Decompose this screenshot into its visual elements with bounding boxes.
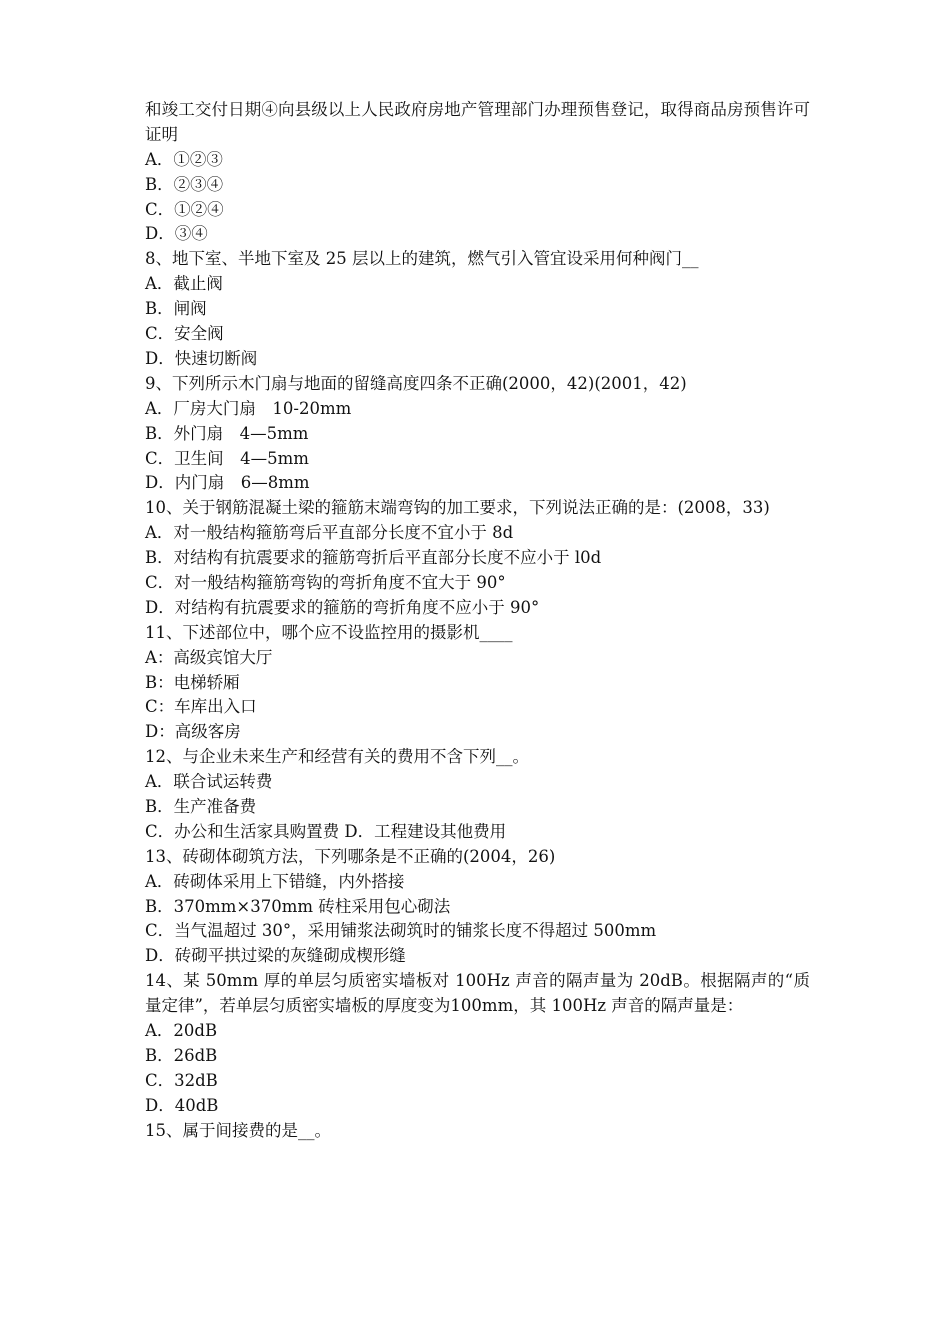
text-line: A．砖砌体采用上下错缝，内外搭接 [145, 871, 405, 891]
text-line: B．②③④ [145, 174, 224, 194]
text-line: A．厂房大门扇 10-20mm [145, 398, 352, 418]
text-line: C．32dB [145, 1070, 218, 1090]
text-paragraph: 14、某 50mm 厚的单层匀质密实墙板对 100Hz 声音的隔声量为 20dB。根据隔声的“质量定律”，若单层匀质密实墙板的厚度变为100mm，其 100Hz 声音的隔声量是： [145, 971, 810, 1016]
text-line: 15、属于间接费的是__。 [145, 1120, 331, 1140]
text-line: D．砖砌平拱过梁的灰缝砌成楔形缝 [145, 946, 406, 966]
document-body [145, 98, 810, 1143]
text-line: 12、与企业未来生产和经营有关的费用不含下列__。 [145, 747, 529, 767]
text-line: C．①②④ [145, 199, 224, 219]
text-line: C：车库出入口 [145, 697, 257, 717]
text-line: C．卫生间 4—5mm [145, 448, 309, 468]
text-line: B．26dB [145, 1045, 218, 1065]
text-line: A．截止阀 [145, 274, 223, 294]
text-line: B．对结构有抗震要求的箍筋弯折后平直部分长度不应小于 l0d [145, 548, 602, 568]
text-line: D．对结构有抗震要求的箍筋的弯折角度不应小于 90° [145, 597, 540, 617]
text-line: B．闸阀 [145, 299, 207, 319]
text-line: B．生产准备费 [145, 796, 257, 816]
text-line: A．①②③ [145, 149, 223, 169]
text-line: A：高级宾馆大厅 [145, 647, 273, 667]
text-line: 8、地下室、半地下室及 25 层以上的建筑，燃气引入管宜设采用何种阀门__ [145, 249, 699, 269]
text-line: 11、下述部位中，哪个应不设监控用的摄影机____ [145, 622, 513, 642]
text-line: A．20dB [145, 1021, 218, 1041]
text-paragraph: 和竣工交付日期④向县级以上人民政府房地产管理部门办理预售登记，取得商品房预售许可证明 [145, 100, 810, 144]
text-line: A．联合试运转费 [145, 772, 273, 792]
text-line: C．当气温超过 30°，采用铺浆法砌筑时的铺浆长度不得超过 500mm [145, 921, 657, 941]
text-line: A．对一般结构箍筋弯后平直部分长度不宜小于 8d [145, 523, 514, 543]
text-line: B．370mm×370mm 砖柱采用包心砌法 [145, 896, 451, 916]
text-line: C．安全阀 [145, 324, 224, 344]
text-line: D．快速切断阀 [145, 348, 258, 368]
text-line: D：高级客房 [145, 722, 241, 742]
text-paragraph: 10、关于钢筋混凝土梁的箍筋末端弯钩的加工要求，下列说法正确的是：(2008，33) [145, 498, 770, 518]
text-line: C．办公和生活家具购置费 D．工程建设其他费用 [145, 821, 507, 841]
text-line: D．内门扇 6—8mm [145, 473, 310, 493]
text-line: D．③④ [145, 224, 208, 244]
text-line: B：电梯轿厢 [145, 672, 240, 692]
text-line: 13、砖砌体砌筑方法，下列哪条是不正确的(2004，26) [145, 846, 556, 866]
text-line: B．外门扇 4—5mm [145, 423, 309, 443]
text-line: 9、下列所示木门扇与地面的留缝高度四条不正确(2000，42)(2001，42) [145, 373, 687, 393]
text-line: D．40dB [145, 1095, 219, 1115]
text-line: C．对一般结构箍筋弯钩的弯折角度不宜大于 90° [145, 572, 506, 592]
